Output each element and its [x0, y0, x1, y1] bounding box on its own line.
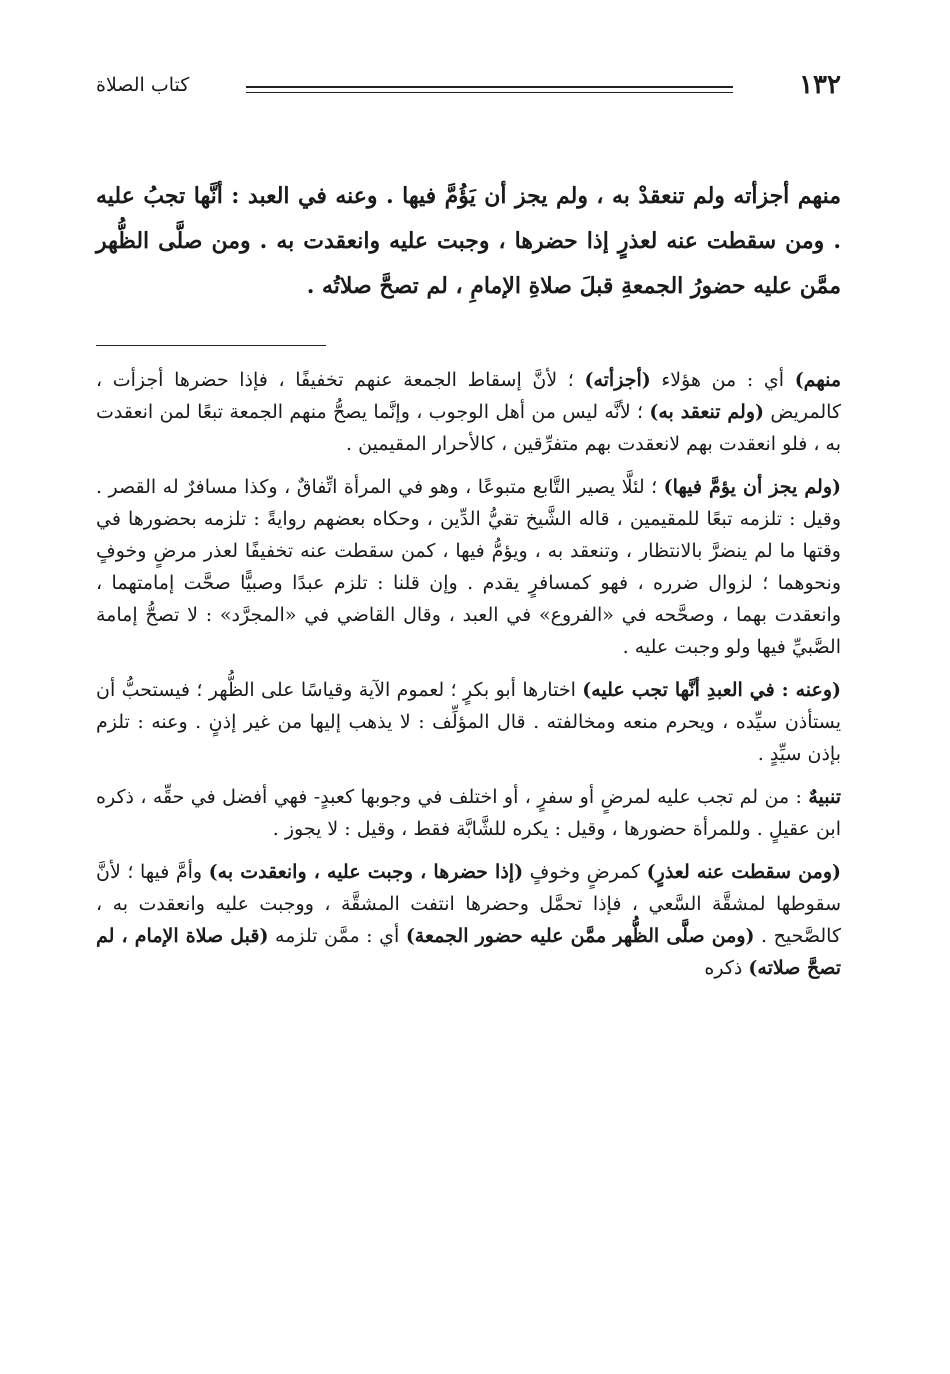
quoted-term: منهم) [794, 369, 841, 391]
footnote-separator [96, 345, 326, 346]
commentary-paragraph [96, 781, 841, 845]
commentary-paragraph [96, 856, 841, 984]
commentary-paragraph [96, 471, 841, 663]
quoted-term: (ومن صلَّى الظُّهر ممَّن عليه حضور الجمعة) [405, 925, 755, 947]
main-text-paragraph: منهم أجزأته ولم تنعقدْ به ، ولم يجز أن يَؤُمَّ فيها . وعنه في العبد : أنَّها تجبُ عليه . ومن سقطت عنه لعذرٍ إذا حضرها ، وجبت عليه وانعقدت به . ومن صلَّى الظُّهر ممَّن عليه حضورُ الجمعةِ قبلَ صلاةِ الإمامِ ، لم تصحَّ صلاتُه . [96, 183, 841, 299]
commentary-paragraph [96, 364, 841, 460]
quoted-term: (إذا حضرها ، وجبت عليه ، وانعقدت به) [208, 861, 524, 883]
commentary-text: : من لم تجب عليه لمرضٍ أو سفرٍ ، أو اختلف في وجوبها كعبدٍ- فهي أفضل في حقِّه ، ذكره ابن عقيلٍ . وللمرأة حضورها ، وقيل : يكره للشَّابَّة فقط ، وقيل : لا يجوز . [96, 786, 841, 840]
commentary-text: ؛ لأنَّ إسقاط الجمعة عنهم تخفيفًا ، فإذا حضرها أجزأت ، كالمريض [96, 369, 841, 423]
quoted-term: (وعنه : في العبدِ أنَّها تجب عليه) [582, 679, 841, 701]
header-rule [246, 86, 733, 93]
main-text [96, 174, 841, 309]
commentary-text: ؛ لأنَّه ليس من أهل الوجوب ، وإنَّما يصحُّ منهم الجمعة تبعًا لمن انعقدت به ، فلو انعقدت بهم لانعقدت بهم متفرِّقين ، كالأحرار المقيمين . [96, 401, 841, 455]
quoted-term: (ومن سقطت عنه لعذرٍ) [646, 861, 841, 883]
book-page [96, 70, 841, 984]
commentary-text: وأمَّ فيها ؛ لأنَّ سقوطها لمشقَّة السَّعي ، فإذا تحمَّل وحضرها انتفت المشقَّة ، ووجبت عليه وانعقدت به ، كالصَّحيح . [96, 861, 841, 947]
quoted-term: (أجزأته) [584, 369, 651, 391]
commentary-text: ذكره [704, 957, 749, 979]
commentary-text: كمرضٍ وخوفٍ [523, 861, 647, 883]
commentary-text: اختارها أبو بكرٍ ؛ لعموم الآية وقياسًا على الظُّهر ؛ فيستحبُّ أن يستأذن سيِّده ، ويحرم منعه ومخالفته . قال المؤلِّف : لا يذهب إليها من غير إذنٍ . وعنه : تلزم بإذن سيِّدٍ . [96, 679, 841, 765]
commentary [96, 364, 841, 984]
commentary-paragraph [96, 674, 841, 770]
quoted-term: (ولم تنعقد به) [649, 401, 765, 423]
page-header [96, 70, 841, 114]
page-number: ١٣٢ [799, 70, 841, 100]
commentary-text: أي : ممَّن تلزمه [268, 925, 406, 947]
quoted-term: (قبل صلاة الإمام ، لم تصحَّ صلاته) [96, 925, 841, 979]
commentary-text: ؛ لئلَّا يصير التَّابع متبوعًا ، وهو في المرأة اتِّفاقٌ ، وكذا مسافرٌ له القصر . وقيل : تلزمه تبعًا للمقيمين ، قاله الشَّيخ تقيُّ الدِّين ، وحكاه بعضهم روايةً : تلزمه بحضورها في وقتها ما لم ينضرَّ بالانتظار ، وتنعقد به ، ويؤمُّ فيها ، كمن سقطت عنه تخفيفًا لعذر مرضٍ وخوفٍ ونحوهما ؛ لزوال ضرره ، فهو كمسافرٍ يقدم . وإن قلنا : تلزم عبدًا وصبيًّا صحَّت إمامتهما ، وانعقدت بهما ، وصحَّحه في «الفروع» في العبد ، وقال القاضي في «المجرَّد» : لا تصحُّ إمامة الصَّبيِّ فيها ولو وجبت عليه . [96, 476, 841, 658]
running-title: كتاب الصلاة [96, 74, 190, 96]
commentary-text: أي : من هؤلاء [650, 369, 795, 391]
note-label: تنبيهٌ [808, 786, 841, 808]
quoted-term: (ولم يجز أن يؤمَّ فيها) [663, 476, 842, 498]
